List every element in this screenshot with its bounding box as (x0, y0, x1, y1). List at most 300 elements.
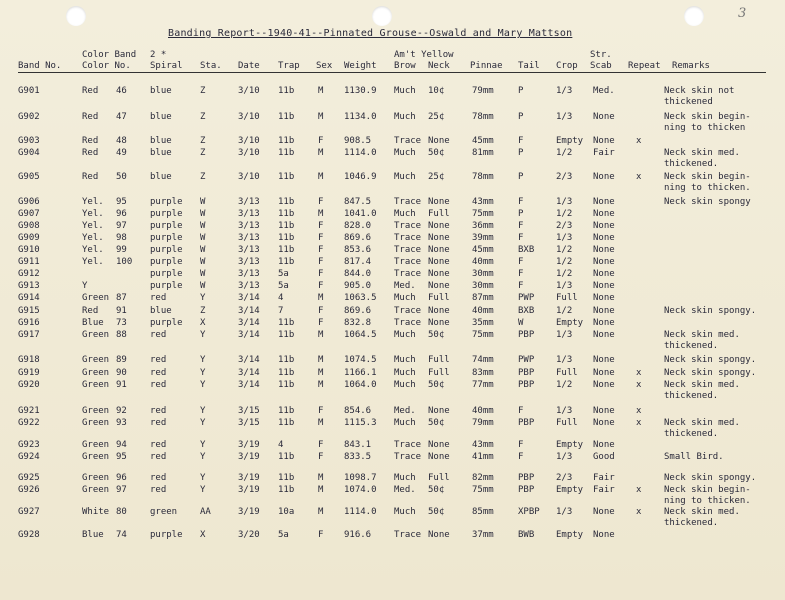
cell-brow: Trace (394, 197, 422, 207)
cell-weight: 869.6 (344, 233, 372, 243)
cell-color: Red (82, 306, 99, 316)
cell-colorno: 99 (116, 245, 127, 255)
cell-weight: 908.5 (344, 136, 372, 146)
cell-spiral: purple (150, 318, 183, 328)
cell-colorno: 89 (116, 355, 127, 365)
cell-scab: None (593, 112, 615, 122)
cell-band: G918 (18, 355, 40, 365)
cell-spiral: red (150, 440, 167, 450)
cell-neck: Full (428, 209, 450, 219)
cell-brow: Trace (394, 452, 422, 462)
cell-spiral: red (150, 330, 167, 340)
cell-pinnae: 43mm (472, 197, 494, 207)
cell-band: G920 (18, 380, 40, 390)
cell-band: G928 (18, 530, 40, 540)
cell-crop: Empty (556, 136, 584, 146)
cell-weight: 1166.1 (344, 368, 377, 378)
cell-weight: 828.0 (344, 221, 372, 231)
cell-sex: F (318, 406, 324, 416)
cell-sta: W (200, 281, 206, 291)
header-brow-top: Am't Yellow (394, 50, 454, 60)
cell-tail: F (518, 197, 524, 207)
cell-weight: 1115.3 (344, 418, 377, 428)
cell-sex: M (318, 368, 324, 378)
cell-color: Blue (82, 318, 104, 328)
cell-remarks: thickened. (664, 341, 719, 351)
header-sex: Sex (316, 61, 333, 71)
cell-sta: W (200, 233, 206, 243)
header-scab-top: Str. (590, 50, 612, 60)
cell-date: 3/14 (238, 368, 260, 378)
cell-scab: None (593, 257, 615, 267)
cell-remarks: Neck skin spongy. (664, 306, 757, 316)
cell-pinnae: 75mm (472, 485, 494, 495)
cell-date: 3/13 (238, 269, 260, 279)
cell-colorno: 97 (116, 221, 127, 231)
cell-neck: Full (428, 355, 450, 365)
cell-trap: 4 (278, 440, 284, 450)
cell-weight: 1041.0 (344, 209, 377, 219)
cell-color: Yel. (82, 245, 104, 255)
cell-spiral: purple (150, 209, 183, 219)
cell-remarks: Neck skin begin- (664, 485, 751, 495)
header-color-top: Color Band (82, 50, 137, 60)
cell-pinnae: 87mm (472, 293, 494, 303)
cell-spiral: blue (150, 86, 172, 96)
cell-neck: None (428, 257, 450, 267)
cell-colorno: 90 (116, 368, 127, 378)
cell-scab: Fair (593, 473, 615, 483)
cell-trap: 5a (278, 281, 289, 291)
cell-crop: 1/3 (556, 355, 573, 365)
cell-tail: PBP (518, 418, 535, 428)
cell-pinnae: 43mm (472, 440, 494, 450)
cell-crop: 1/2 (556, 209, 573, 219)
cell-sex: M (318, 209, 324, 219)
cell-tail: F (518, 257, 524, 267)
cell-tail: PBP (518, 380, 535, 390)
cell-color: Green (82, 440, 110, 450)
cell-pinnae: 40mm (472, 257, 494, 267)
cell-crop: Empty (556, 318, 584, 328)
cell-colorno: 91 (116, 380, 127, 390)
cell-trap: 11b (278, 368, 295, 378)
cell-sex: F (318, 318, 324, 328)
header-spiral-top: 2 * (150, 50, 167, 60)
cell-tail: F (518, 440, 524, 450)
cell-colorno: 47 (116, 112, 127, 122)
cell-date: 3/14 (238, 330, 260, 340)
cell-weight: 869.6 (344, 306, 372, 316)
cell-neck: 50¢ (428, 148, 445, 158)
cell-sta: W (200, 221, 206, 231)
cell-band: G913 (18, 281, 40, 291)
cell-trap: 11b (278, 136, 295, 146)
cell-color: Yel. (82, 197, 104, 207)
cell-pinnae: 35mm (472, 318, 494, 328)
cell-sta: Z (200, 86, 206, 96)
cell-trap: 11b (278, 318, 295, 328)
cell-weight: 832.8 (344, 318, 372, 328)
cell-color: Red (82, 148, 99, 158)
cell-neck: None (428, 221, 450, 231)
cell-repeat: x (636, 406, 642, 416)
cell-pinnae: 30mm (472, 269, 494, 279)
header-rule (18, 72, 766, 73)
cell-band: G919 (18, 368, 40, 378)
cell-colorno: 96 (116, 209, 127, 219)
cell-remarks: Neck skin begin- (664, 112, 751, 122)
cell-spiral: blue (150, 148, 172, 158)
header-tail: Tail (518, 61, 540, 71)
cell-date: 3/15 (238, 406, 260, 416)
cell-brow: Med. (394, 281, 416, 291)
cell-crop: 1/3 (556, 507, 573, 517)
cell-sta: X (200, 530, 206, 540)
cell-color: Red (82, 112, 99, 122)
cell-crop: 1/3 (556, 86, 573, 96)
cell-spiral: green (150, 507, 178, 517)
cell-weight: 1098.7 (344, 473, 377, 483)
cell-crop: Empty (556, 485, 584, 495)
cell-sex: F (318, 197, 324, 207)
cell-sta: Y (200, 440, 206, 450)
cell-tail: PWP (518, 293, 535, 303)
cell-sta: Y (200, 452, 206, 462)
cell-tail: PBP (518, 368, 535, 378)
cell-spiral: red (150, 380, 167, 390)
cell-spiral: purple (150, 245, 183, 255)
cell-scab: None (593, 269, 615, 279)
cell-band: G902 (18, 112, 40, 122)
cell-trap: 5a (278, 269, 289, 279)
cell-crop: 1/2 (556, 245, 573, 255)
cell-pinnae: 79mm (472, 418, 494, 428)
cell-pinnae: 78mm (472, 112, 494, 122)
cell-sta: W (200, 245, 206, 255)
cell-color: Yel. (82, 221, 104, 231)
cell-pinnae: 85mm (472, 507, 494, 517)
header-remarks: Remarks (672, 61, 710, 71)
cell-repeat: x (636, 485, 642, 495)
cell-sta: Y (200, 380, 206, 390)
cell-neck: 25¢ (428, 172, 445, 182)
cell-band: G909 (18, 233, 40, 243)
cell-crop: 1/2 (556, 380, 573, 390)
cell-colorno: 92 (116, 406, 127, 416)
cell-crop: Empty (556, 530, 584, 540)
cell-band: G926 (18, 485, 40, 495)
cell-scab: None (593, 221, 615, 231)
header-brow: Brow (394, 61, 416, 71)
cell-trap: 11b (278, 330, 295, 340)
cell-sex: F (318, 136, 324, 146)
cell-colorno: 94 (116, 440, 127, 450)
cell-trap: 11b (278, 257, 295, 267)
cell-remarks: thickened. (664, 518, 719, 528)
cell-weight: 847.5 (344, 197, 372, 207)
cell-pinnae: 45mm (472, 245, 494, 255)
cell-band: G908 (18, 221, 40, 231)
cell-tail: BXB (518, 245, 535, 255)
cell-sta: Y (200, 485, 206, 495)
cell-repeat: x (636, 368, 642, 378)
cell-tail: F (518, 136, 524, 146)
page-title: Banding Report--1940-41--Pinnated Grouse--Oswald and Mary Mattson (168, 28, 573, 39)
cell-color: Green (82, 485, 110, 495)
cell-brow: Trace (394, 306, 422, 316)
cell-band: G917 (18, 330, 40, 340)
cell-date: 3/13 (238, 209, 260, 219)
cell-spiral: red (150, 473, 167, 483)
header-trap: Trap (278, 61, 300, 71)
cell-sta: X (200, 318, 206, 328)
cell-colorno: 93 (116, 418, 127, 428)
cell-colorno: 73 (116, 318, 127, 328)
cell-date: 3/15 (238, 418, 260, 428)
cell-tail: P (518, 209, 524, 219)
cell-pinnae: 82mm (472, 473, 494, 483)
cell-neck: Full (428, 293, 450, 303)
cell-tail: P (518, 148, 524, 158)
cell-color: Green (82, 380, 110, 390)
cell-date: 3/10 (238, 112, 260, 122)
cell-brow: Much (394, 368, 416, 378)
cell-trap: 11b (278, 473, 295, 483)
cell-sta: Y (200, 330, 206, 340)
cell-sex: F (318, 233, 324, 243)
cell-band: G914 (18, 293, 40, 303)
cell-color: Yel. (82, 209, 104, 219)
cell-neck: 50¢ (428, 330, 445, 340)
cell-tail: F (518, 233, 524, 243)
cell-scab: None (593, 330, 615, 340)
cell-sta: W (200, 269, 206, 279)
cell-pinnae: 40mm (472, 306, 494, 316)
cell-crop: 1/2 (556, 148, 573, 158)
cell-color: Red (82, 172, 99, 182)
cell-brow: Trace (394, 440, 422, 450)
cell-colorno: 98 (116, 233, 127, 243)
cell-weight: 905.0 (344, 281, 372, 291)
cell-repeat: x (636, 172, 642, 182)
cell-color: Green (82, 418, 110, 428)
cell-sex: M (318, 148, 324, 158)
cell-spiral: red (150, 452, 167, 462)
cell-remarks: Neck skin not (664, 86, 735, 96)
cell-color: Green (82, 473, 110, 483)
cell-brow: Trace (394, 233, 422, 243)
punch-hole (684, 6, 704, 26)
cell-tail: F (518, 452, 524, 462)
header-neck: Neck (428, 61, 450, 71)
cell-band: G903 (18, 136, 40, 146)
cell-sex: F (318, 440, 324, 450)
cell-color: Red (82, 86, 99, 96)
cell-date: 3/14 (238, 306, 260, 316)
cell-scab: None (593, 440, 615, 450)
cell-scab: None (593, 136, 615, 146)
cell-remarks: ning to thicken. (664, 183, 751, 193)
cell-colorno: 46 (116, 86, 127, 96)
cell-sta: Y (200, 293, 206, 303)
cell-scab: None (593, 406, 615, 416)
cell-pinnae: 41mm (472, 452, 494, 462)
cell-trap: 11b (278, 209, 295, 219)
cell-color: Yel. (82, 257, 104, 267)
cell-band: G907 (18, 209, 40, 219)
cell-spiral: blue (150, 136, 172, 146)
cell-sta: Y (200, 355, 206, 365)
cell-trap: 11b (278, 86, 295, 96)
cell-repeat: x (636, 418, 642, 428)
cell-date: 3/10 (238, 148, 260, 158)
cell-sex: M (318, 330, 324, 340)
cell-color: Yel. (82, 233, 104, 243)
cell-sta: Y (200, 368, 206, 378)
cell-color: Green (82, 355, 110, 365)
cell-trap: 11b (278, 148, 295, 158)
cell-scab: Fair (593, 485, 615, 495)
cell-date: 3/13 (238, 281, 260, 291)
cell-tail: P (518, 172, 524, 182)
cell-tail: PWP (518, 355, 535, 365)
cell-spiral: purple (150, 530, 183, 540)
cell-neck: None (428, 440, 450, 450)
cell-sta: W (200, 257, 206, 267)
cell-remarks: Neck skin med. (664, 148, 740, 158)
cell-scab: None (593, 318, 615, 328)
cell-date: 3/19 (238, 507, 260, 517)
cell-date: 3/13 (238, 245, 260, 255)
cell-brow: Trace (394, 136, 422, 146)
cell-brow: Trace (394, 257, 422, 267)
cell-weight: 854.6 (344, 406, 372, 416)
cell-trap: 11b (278, 355, 295, 365)
cell-scab: None (593, 281, 615, 291)
cell-colorno: 48 (116, 136, 127, 146)
cell-neck: None (428, 406, 450, 416)
cell-crop: 1/3 (556, 281, 573, 291)
cell-scab: None (593, 418, 615, 428)
cell-brow: Much (394, 330, 416, 340)
cell-scab: None (593, 306, 615, 316)
cell-crop: 1/3 (556, 197, 573, 207)
header-crop: Crop (556, 61, 578, 71)
cell-brow: Trace (394, 530, 422, 540)
cell-trap: 11b (278, 112, 295, 122)
cell-sta: Y (200, 473, 206, 483)
cell-spiral: red (150, 293, 167, 303)
cell-colorno: 88 (116, 330, 127, 340)
cell-band: G927 (18, 507, 40, 517)
cell-crop: 1/2 (556, 306, 573, 316)
cell-band: G901 (18, 86, 40, 96)
cell-trap: 5a (278, 530, 289, 540)
cell-remarks: Neck skin med. (664, 330, 740, 340)
cell-weight: 1046.9 (344, 172, 377, 182)
cell-weight: 1064.0 (344, 380, 377, 390)
cell-colorno: 91 (116, 306, 127, 316)
cell-pinnae: 40mm (472, 406, 494, 416)
cell-spiral: blue (150, 306, 172, 316)
cell-tail: P (518, 112, 524, 122)
cell-scab: None (593, 507, 615, 517)
cell-spiral: purple (150, 281, 183, 291)
cell-colorno: 100 (116, 257, 133, 267)
cell-weight: 1074.5 (344, 355, 377, 365)
cell-weight: 1134.0 (344, 112, 377, 122)
cell-brow: Trace (394, 269, 422, 279)
cell-remarks: Neck skin med. (664, 507, 740, 517)
cell-date: 3/19 (238, 485, 260, 495)
cell-neck: None (428, 269, 450, 279)
cell-neck: None (428, 318, 450, 328)
cell-scab: None (593, 530, 615, 540)
cell-date: 3/13 (238, 197, 260, 207)
cell-scab: None (593, 245, 615, 255)
cell-remarks: Small Bird. (664, 452, 724, 462)
cell-neck: None (428, 197, 450, 207)
cell-brow: Much (394, 293, 416, 303)
cell-sex: F (318, 245, 324, 255)
cell-weight: 1114.0 (344, 507, 377, 517)
cell-repeat: x (636, 507, 642, 517)
header-date: Date (238, 61, 260, 71)
cell-remarks: Neck skin spongy (664, 197, 751, 207)
cell-remarks: Neck skin med. (664, 418, 740, 428)
cell-spiral: purple (150, 221, 183, 231)
cell-band: G924 (18, 452, 40, 462)
header-pinnae: Pinnae (470, 61, 503, 71)
cell-trap: 7 (278, 306, 284, 316)
cell-colorno: 50 (116, 172, 127, 182)
cell-crop: Full (556, 368, 578, 378)
cell-brow: Much (394, 507, 416, 517)
cell-weight: 853.6 (344, 245, 372, 255)
cell-tail: F (518, 406, 524, 416)
cell-weight: 817.4 (344, 257, 372, 267)
cell-date: 3/14 (238, 380, 260, 390)
cell-sex: F (318, 257, 324, 267)
cell-trap: 10a (278, 507, 295, 517)
cell-brow: Much (394, 148, 416, 158)
cell-band: G912 (18, 269, 40, 279)
cell-brow: Much (394, 209, 416, 219)
cell-band: G911 (18, 257, 40, 267)
cell-tail: BWB (518, 530, 535, 540)
cell-band: G921 (18, 406, 40, 416)
cell-date: 3/10 (238, 136, 260, 146)
cell-tail: P (518, 86, 524, 96)
cell-sex: M (318, 355, 324, 365)
cell-brow: Much (394, 355, 416, 365)
cell-weight: 1130.9 (344, 86, 377, 96)
cell-sta: Z (200, 148, 206, 158)
cell-sex: F (318, 281, 324, 291)
cell-date: 3/20 (238, 530, 260, 540)
cell-trap: 11b (278, 245, 295, 255)
cell-remarks: Neck skin med. (664, 380, 740, 390)
cell-brow: Much (394, 172, 416, 182)
cell-remarks: Neck skin begin- (664, 172, 751, 182)
cell-repeat: x (636, 380, 642, 390)
cell-pinnae: 79mm (472, 86, 494, 96)
cell-weight: 843.1 (344, 440, 372, 450)
cell-tail: W (518, 318, 524, 328)
cell-sta: Y (200, 406, 206, 416)
cell-crop: 1/3 (556, 233, 573, 243)
